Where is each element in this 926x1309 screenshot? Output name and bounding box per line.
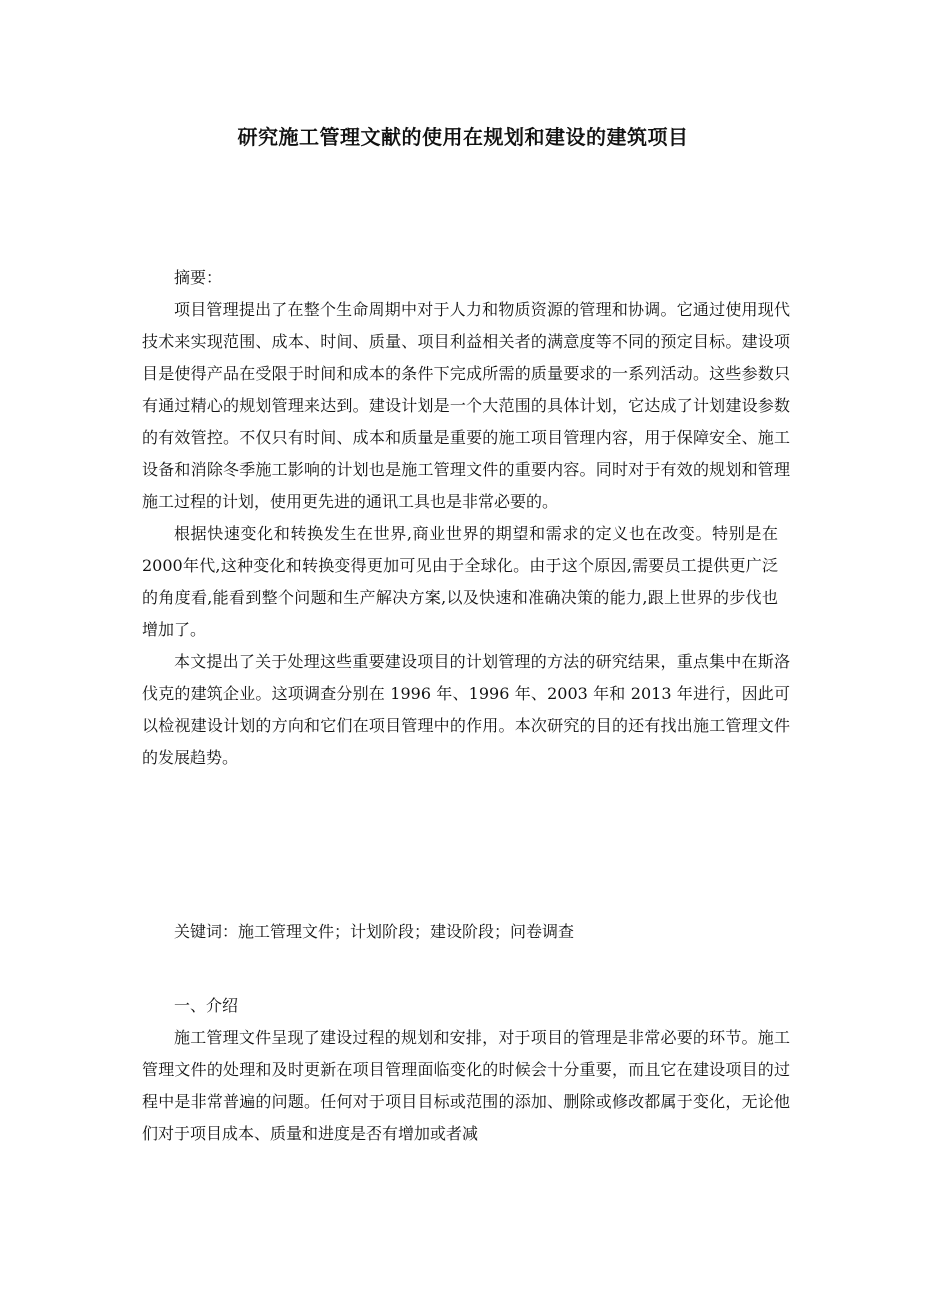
introduction-section	[142, 990, 790, 1150]
keywords-line: 关键词：施工管理文件；计划阶段；建设阶段；问卷调查	[174, 922, 575, 941]
abstract-paragraph-1: 项目管理提出了在整个生命周期中对于人力和物质资源的管理和协调。它通过使用现代技术来实现范围、成本、时间、质量、项目利益相关者的满意度等不同的预定目标。建设项目是使得产品在受限于时间和成本的条件下完成所需的质量要求的一系列活动。这些参数只有通过精心的规划管理来达到。建设计划是一个大范围的具体计划，它达成了计划建设参数的有效管控。不仅只有时间、成本和质量是重要的施工项目管理内容，用于保障安全、施工设备和消除冬季施工影响的计划也是施工管理文件的重要内容。同时对于有效的规划和管理施工过程的计划，使用更先进的通讯工具也是非常必要的。	[142, 300, 790, 511]
intro-heading: 一、介绍	[174, 996, 239, 1015]
intro-paragraph-1: 施工管理文件呈现了建设过程的规划和安排，对于项目的管理是非常必要的环节。施工管理文件的处理和及时更新在项目管理面临变化的时候会十分重要，而且它在建设项目的过程中是非常普遍的问题。任何对于项目目标或范围的添加、删除或修改都属于变化，无论他们对于项目成本、质量和进度是否有增加或者减	[142, 1028, 790, 1143]
abstract-paragraph-3: 本文提出了关于处理这些重要建设项目的计划管理的方法的研究结果，重点集中在斯洛伐克的建筑企业。这项调查分别在 1996 年、1996 年、2003 年和 2013 年进行，因此可以检视建设计划的方向和它们在项目管理中的作用。本次研究的目的还有找出施工管理文件的发展趋势。	[142, 652, 790, 767]
abstract-label: 摘要：	[174, 268, 223, 287]
abstract-paragraph-2: 根据快速变化和转换发生在世界,商业世界的期望和需求的定义也在改变。特别是在2000年代,这种变化和转换变得更加可见由于全球化。由于这个原因,需要员工提供更广泛的角度看,能看到整个问题和生产解决方案,以及快速和准确决策的能力,跟上世界的步伐也增加了。	[142, 524, 778, 639]
document-title: 研究施工管理文献的使用在规划和建设的建筑项目	[237, 125, 689, 149]
abstract-section	[142, 262, 790, 774]
keywords-section	[142, 916, 790, 948]
